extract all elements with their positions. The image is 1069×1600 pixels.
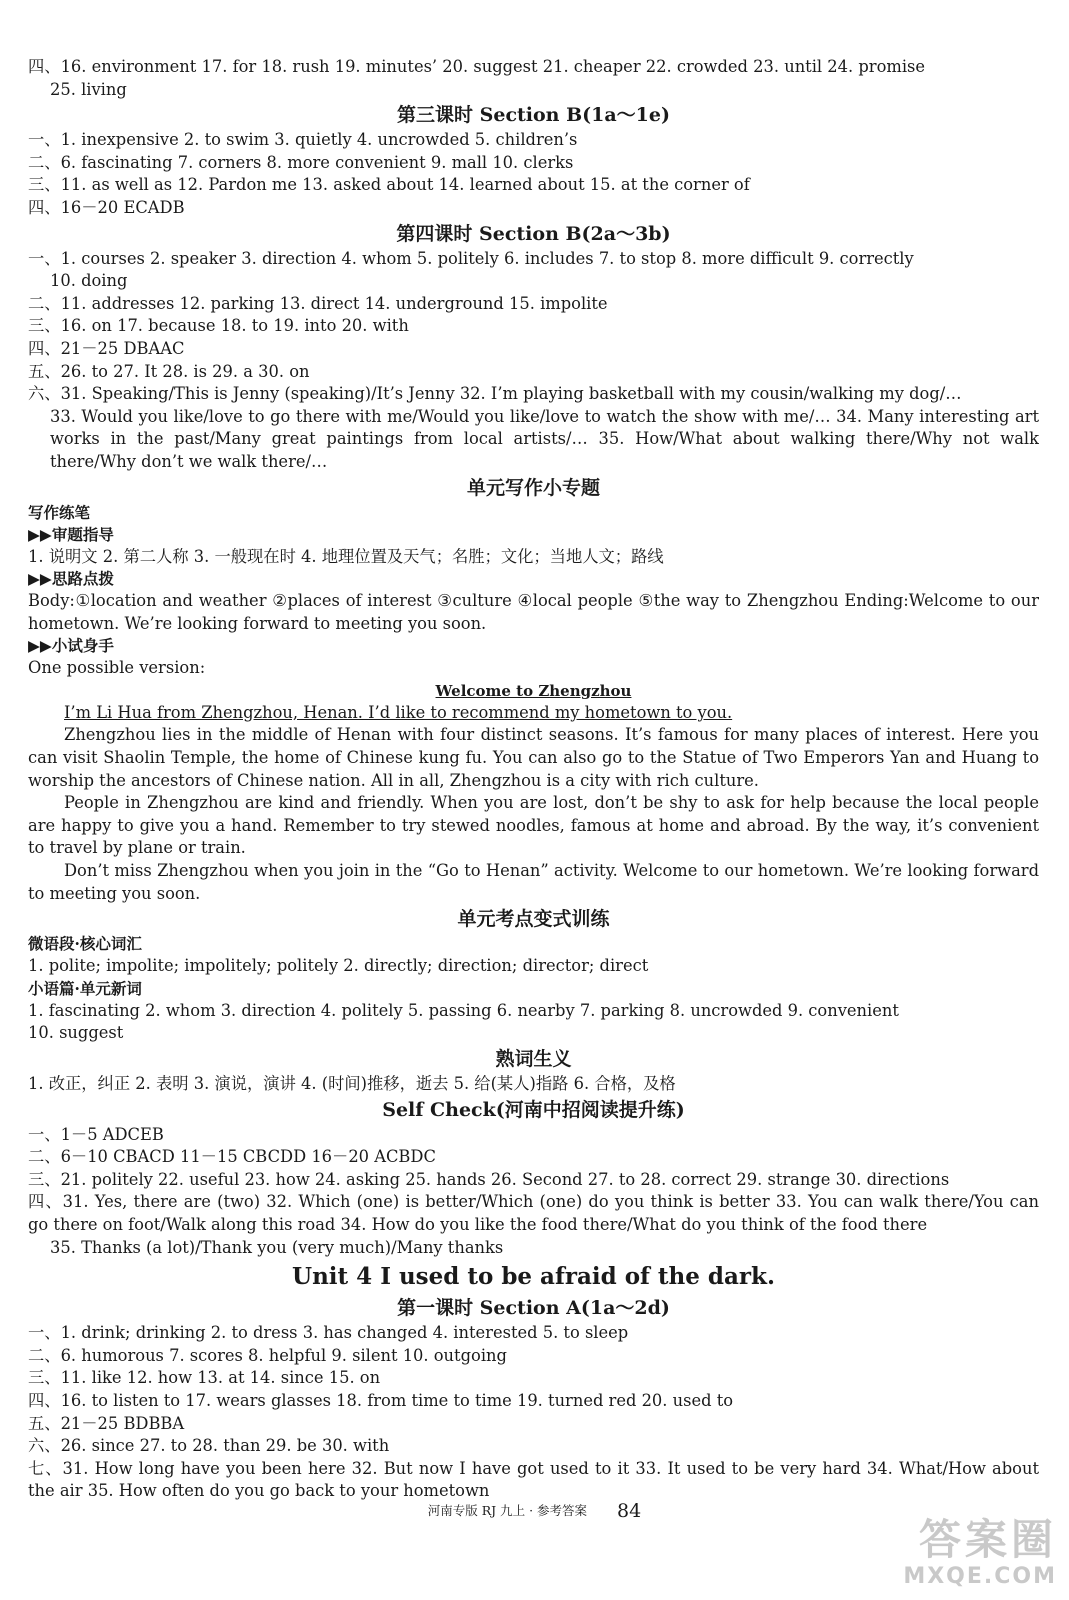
- answer-paragraph: 33. Would you like/love to go there with me/Would you like/love to watch the show with me/… 34. Many interesting art works in the past/Many great paintings from local artists/… 35. How/What about walking there/Why not walk there/Why don’t we walk there/…: [50, 406, 1039, 471]
- lesson-heading: 第一课时 Section A(1a～2d): [397, 1297, 670, 1320]
- essay-opening-sentence: I’m Li Hua from Zhengzhou, Henan. I’d like to recommend my hometown to you.: [64, 702, 733, 722]
- section-heading: Self Check(河南中招阅读提升练): [382, 1098, 685, 1121]
- subsection-label: 微语段·核心词汇: [28, 934, 142, 954]
- answer-line: 二、6－10 CBACD 11－15 CBCDD 16－20 ACBDC: [28, 1147, 436, 1167]
- answer-line: 四、21－25 DBAAC: [28, 338, 185, 358]
- section-heading: 单元写作小专题: [466, 476, 600, 499]
- answer-line: 25. living: [50, 79, 127, 99]
- essay-paragraph: People in Zhengzhou are kind and friendly. When you are lost, don’t be shy to ask for help because the local people are happy to give you a hand. Remember to try stewed noodles, famous at home and abroad. By the way, it’s convenient to travel by plane or train.: [28, 793, 1039, 858]
- answer-line: 三、16. on 17. because 18. to 19. into 20. with: [28, 316, 409, 336]
- answer-line: 五、21－25 BDBBA: [28, 1413, 185, 1433]
- answer-line: 一、1－5 ADCEB: [28, 1124, 164, 1144]
- answer-line: 1. 改正，纠正 2. 表明 3. 演说，演讲 4. (时间)推移，逝去 5. 给(某人)指路 6. 合格，及格: [28, 1074, 676, 1093]
- answer-line: 一、1. drink; drinking 2. to dress 3. has changed 4. interested 5. to sleep: [28, 1323, 629, 1343]
- watermark-logo-mark: 答案圈: [918, 1515, 1057, 1564]
- answer-line: 三、11. as well as 12. Pardon me 13. asked about 14. learned about 15. at the corner of: [28, 175, 750, 195]
- answer-line: 1. fascinating 2. whom 3. direction 4. politely 5. passing 6. nearby 7. parking 8. uncrowded 9. convenient: [28, 1000, 899, 1020]
- answer-line: 一、1. inexpensive 2. to swim 3. quietly 4. uncrowded 5. children’s: [28, 130, 578, 150]
- answer-line: 10. suggest: [28, 1023, 124, 1043]
- answer-paragraph: 四、31. Yes, there are (two) 32. Which (one) is better/Which (one) do you think is better 33. You can walk there/You can go there on foot/Walk along this road 34. How do you like the food there/What do you think of the food there: [28, 1192, 1039, 1234]
- section-heading: 熟词生义: [495, 1048, 572, 1070]
- answer-line: 三、11. like 12. how 13. at 14. since 15. on: [28, 1368, 381, 1388]
- subsection-label: 写作练笔: [28, 502, 91, 522]
- answer-line: 1. polite; impolite; impolitely; politely 2. directly; direction; director; direct: [28, 956, 649, 976]
- answer-line: 10. doing: [50, 271, 128, 291]
- answer-line: 二、11. addresses 12. parking 13. direct 14. underground 15. impolite: [28, 293, 608, 313]
- lesson-heading: 第三课时 Section B(1a～1e): [397, 104, 670, 127]
- essay-paragraph: Don’t miss Zhengzhou when you join in the “Go to Henan” activity. Welcome to our hometown. We’re looking forward to meeting you soon.: [28, 861, 1039, 903]
- watermark-site: MXQE.COM: [903, 1564, 1057, 1589]
- answer-line: 二、6. humorous 7. scores 8. helpful 9. silent 10. outgoing: [28, 1345, 507, 1365]
- answer-line: 35. Thanks (a lot)/Thank you (very much)/Many thanks: [50, 1237, 504, 1257]
- answer-line: 六、26. since 27. to 28. than 29. be 30. with: [28, 1436, 390, 1456]
- footer-label: 河南专版 RJ 九上 · 参考答案: [427, 1503, 588, 1518]
- answer-line: 1. 说明文 2. 第二人称 3. 一般现在时 4. 地理位置及天气；名胜；文化；当地人文；路线: [28, 546, 664, 566]
- answer-line: 三、21. politely 22. useful 23. how 24. asking 25. hands 26. Second 27. to 28. correct 29. strange 30. directions: [28, 1169, 950, 1189]
- essay-title: Welcome to Zhengzhou: [435, 681, 632, 700]
- answer-line: 四、16－20 ECADB: [28, 197, 185, 217]
- answer-line: 四、16. to listen to 17. wears glasses 18. from time to time 19. turned red 20. used to: [28, 1390, 734, 1410]
- section-heading: 单元考点变式训练: [457, 908, 610, 931]
- subsection-label: ▶▶小试身手: [28, 636, 114, 656]
- answer-line: 一、1. courses 2. speaker 3. direction 4. whom 5. politely 6. includes 7. to stop 8. more difficult 9. correctly: [28, 248, 914, 268]
- answer-line: 六、31. Speaking/This is Jenny (speaking)/It’s Jenny 32. I’m playing basketball with my cousin/walking my dog/…: [28, 384, 962, 404]
- unit-title: Unit 4 I used to be afraid of the dark.: [292, 1263, 775, 1291]
- answer-line: One possible version:: [28, 658, 206, 678]
- subsection-label: 小语篇·单元新词: [28, 978, 142, 998]
- answer-line: 四、16. environment 17. for 18. rush 19. minutes’ 20. suggest 21. cheaper 22. crowded 23. until 24. promise: [28, 57, 926, 76]
- lesson-heading: 第四课时 Section B(2a～3b): [396, 222, 671, 245]
- answer-paragraph: 七、31. How long have you been here 32. But now I have got used to it 33. It used to be very hard 34. What/How about the air 35. How often do you go back to your hometown: [28, 1458, 1039, 1501]
- essay-paragraph: [28, 702, 1039, 725]
- answer-line: 二、6. fascinating 7. corners 8. more convenient 9. mall 10. clerks: [28, 152, 574, 172]
- subsection-label: ▶▶审题指导: [28, 524, 114, 544]
- essay-paragraph: Zhengzhou lies in the middle of Henan with four distinct seasons. It’s famous for many places of interest. Here you can visit Shaolin Temple, the home of Chinese kung fu. You can also go to the Statue of Two Emperors Yan and Huang to worship the ancestors of Chinese nation. All in all, Zhengzhou is a city with rich culture.: [28, 725, 1039, 790]
- watermark-logo: [857, 1516, 1057, 1594]
- page-number: 84: [617, 1500, 642, 1522]
- subsection-label: ▶▶思路点拨: [28, 569, 114, 589]
- answer-paragraph: Body:①location and weather ②places of interest ③culture ④local people ⑤the way to Zhengzhou Ending:Welcome to our hometown. We’re looking forward to meeting you soon.: [28, 591, 1039, 633]
- answer-line: 五、26. to 27. It 28. is 29. a 30. on: [28, 361, 310, 381]
